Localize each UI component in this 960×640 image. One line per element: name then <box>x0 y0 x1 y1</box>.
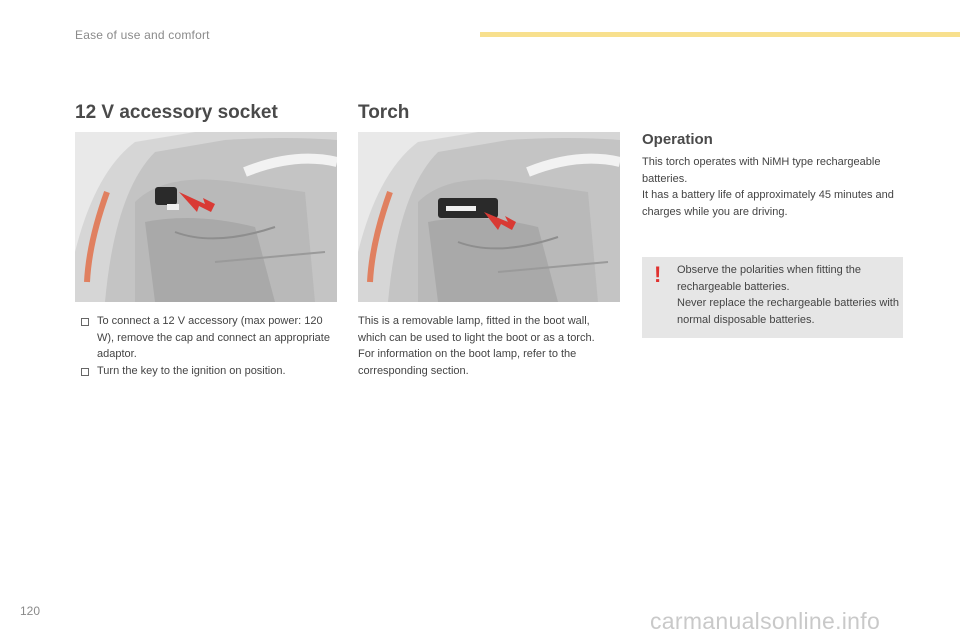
boot-interior-drawing <box>75 132 337 302</box>
accessory-socket-title: 12 V accessory socket <box>75 102 278 123</box>
list-item: Turn the key to the ignition on position. <box>75 363 337 380</box>
warning-text <box>677 262 899 328</box>
watermark: carmanualsonline.info <box>650 608 881 634</box>
page-number: 120 <box>20 604 41 618</box>
bullet-box-icon <box>81 318 89 326</box>
warning-icon: ! <box>654 262 662 287</box>
accessory-socket-instructions <box>75 313 337 379</box>
operation-battery-life: It has a battery life of approximately 45 minutes and charges while you are driving. <box>642 189 894 218</box>
warning-replacement: Never replace the rechargeable batteries with normal disposable batteries. <box>677 297 899 326</box>
bullet-box-icon <box>81 368 89 376</box>
warning-box <box>642 257 903 338</box>
torch-description <box>358 313 608 379</box>
torch-illustration <box>358 132 620 302</box>
header-accent-bar <box>480 32 960 37</box>
operation-battery-type: This torch operates with NiMH type rechargeable batteries. <box>642 156 881 185</box>
torch-reference-text: For information on the boot lamp, refer to the corresponding section. <box>358 348 577 377</box>
section-label: Ease of use and comfort <box>75 28 210 42</box>
operation-title: Operation <box>642 131 713 148</box>
warning-polarity: Observe the polarities when fitting the rechargeable batteries. <box>677 264 862 293</box>
boot-torch-drawing <box>358 132 620 302</box>
list-item: To connect a 12 V accessory (max power: 120 W), remove the cap and connect an appropriate adaptor. <box>75 313 337 363</box>
torch-description-text: This is a removable lamp, fitted in the boot wall, which can be used to light the boot or as a torch. <box>358 315 595 344</box>
operation-text <box>642 154 904 220</box>
accessory-socket-illustration <box>75 132 337 302</box>
torch-title: Torch <box>358 102 410 123</box>
